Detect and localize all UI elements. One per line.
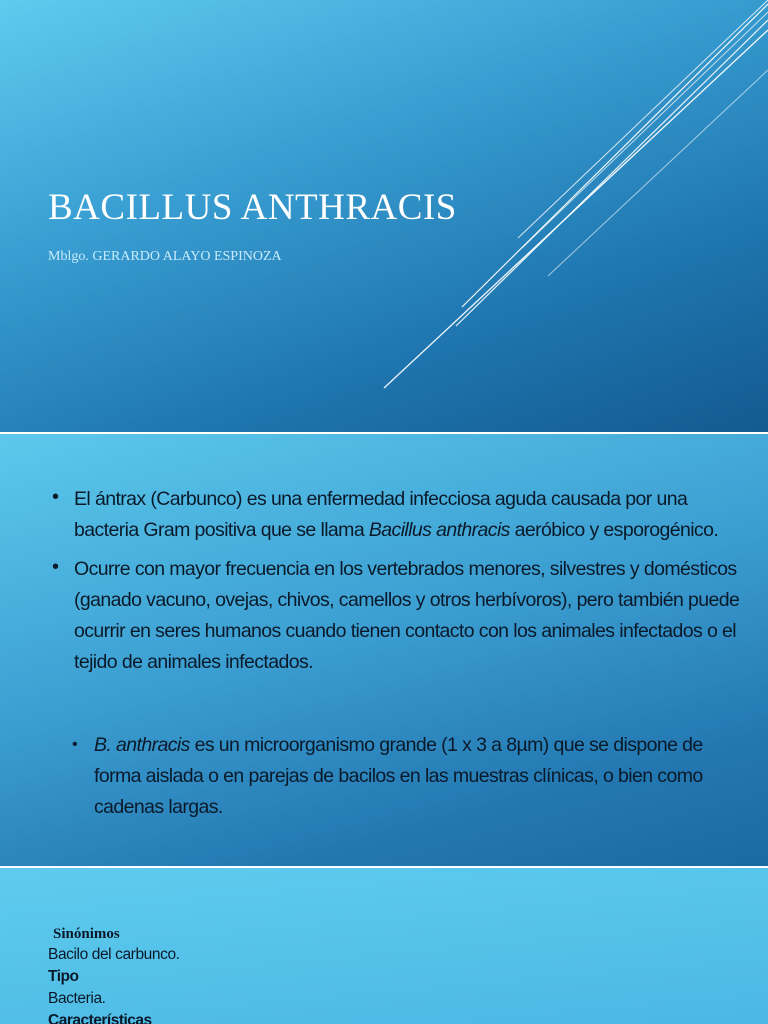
sub-bullet-list [72,730,752,823]
details-block [48,924,180,1024]
bullet-dot: • [52,556,59,578]
details-slide [0,868,768,1024]
bullet-text: es un microorganismo grande (1 x 3 a 8µm) que se dispone de forma aislada o en parejas de bacilos en las muestras clínicas, o bien como cadenas largas. [94,734,703,818]
content-slide [0,434,768,866]
bullet-item [48,484,748,546]
bullet-item [48,554,748,678]
tipo-text: Bacteria. [48,990,106,1007]
italic-term: B. anthracis [94,734,190,756]
bullet-text: El ántrax (Carbunco) es una enfermedad infecciosa aguda causada por una bacteria Gram positiva que se llama [74,488,688,541]
bullet-list [48,484,748,686]
sinonimos-heading: Sinónimos [53,926,120,942]
sinonimos-text: Bacilo del carbunco. [48,946,180,963]
sub-bullet-item [72,730,752,823]
bullet-dot: • [72,736,78,753]
caracteristicas-heading: Características [48,1012,152,1024]
slide-subtitle: Mblgo. GERARDO ALAYO ESPINOZA [48,249,282,264]
bullet-text: Ocurre con mayor frecuencia en los vertebrados menores, silvestres y domésticos (ganado vacuno, ovejas, chivos, camellos y otros herbívoros), pero también puede ocurrir en seres humanos cuando tienen contacto con los animales infectados o el tejido de animales infectados. [74,558,740,673]
slide-title: BACILLUS ANTHRACIS [48,187,457,228]
bullet-text: aeróbico y esporogénico. [509,519,719,541]
bullet-dot: • [52,486,59,508]
title-slide [0,0,768,432]
italic-term: Bacillus anthracis [368,519,510,541]
tipo-heading: Tipo [48,968,79,985]
